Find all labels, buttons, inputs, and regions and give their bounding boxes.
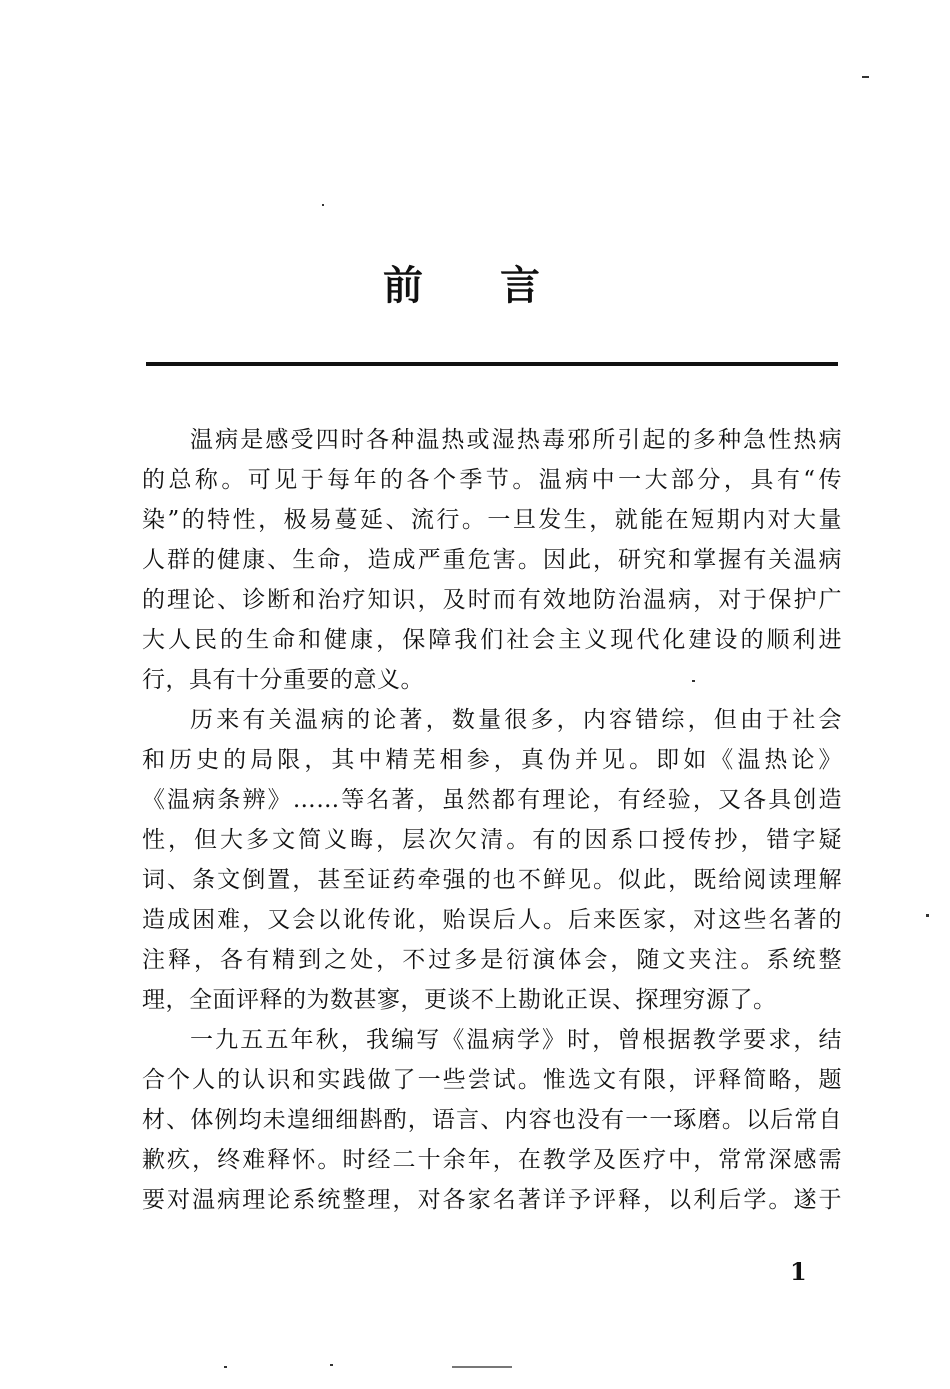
scan-speck — [862, 76, 869, 78]
text-line: 注释，各有精到之处，不过多是衍演体会，随文夹注。系统整 — [142, 947, 842, 973]
scan-speck — [452, 1366, 512, 1368]
text-line: 材、体例均未遑细细斟酌，语言、内容也没有一一琢磨。以后常自 — [142, 1107, 842, 1133]
page-title — [0, 258, 950, 314]
text-line: 的理论、诊断和治疗知识，及时而有效地防治温病，对于保护广 — [142, 587, 842, 613]
text-line: 人群的健康、生命，造成严重危害。因此，研究和掌握有关温病 — [142, 547, 842, 573]
text-line: 造成困难，又会以讹传讹，贻误后人。后来医家，对这些名著的 — [142, 907, 842, 933]
scan-speck — [322, 204, 324, 206]
scan-speck — [224, 1366, 227, 1368]
text-line: 和历史的局限，其中精芜相参，真伪并见。即如《温热论》 — [142, 747, 842, 773]
title-char-1: 前 — [383, 262, 425, 309]
text-line: 理，全面评释的为数甚寥，更谈不上勘讹正误、探理穷源了。 — [142, 987, 777, 1013]
body-text — [142, 420, 842, 1220]
text-line: 的总称。可见于每年的各个季节。温病中一大部分，具有“传 — [142, 467, 842, 493]
title-char-2: 言 — [500, 262, 542, 309]
scan-speck — [330, 1364, 333, 1366]
text-line: 合个人的认识和实践做了一些尝试。惟选文有限，评释简略，题 — [142, 1067, 842, 1093]
text-line: 染”的特性，极易蔓延、流行。一旦发生，就能在短期内对大量 — [142, 507, 842, 533]
page-number: 1 — [790, 1257, 807, 1286]
text-line: 词、条文倒置，甚至证药牵强的也不鲜见。似此，既给阅读理解 — [142, 867, 842, 893]
text-line: 歉疚，终难释怀。时经二十余年，在教学及医疗中，常常深感需 — [142, 1147, 842, 1173]
scan-speck — [692, 680, 695, 682]
text-line: 性，但大多文简义晦，层次欠清。有的因系口授传抄，错字疑 — [142, 827, 842, 853]
title-rule — [146, 362, 838, 366]
text-line: 大人民的生命和健康，保障我们社会主义现代化建设的顺利进 — [142, 627, 842, 653]
text-line: 温病是感受四时各种温热或湿热毒邪所引起的多种急性热病 — [190, 427, 842, 453]
text-line: 要对温病理论系统整理，对各家名著详予评释，以利后学。遂于 — [142, 1187, 842, 1213]
text-line: 行，具有十分重要的意义。 — [142, 667, 424, 693]
text-line: 《温病条辨》……等名著，虽然都有理论，有经验，又各具创造 — [142, 787, 842, 813]
text-line: 历来有关温病的论著，数量很多，内容错综，但由于社会 — [190, 707, 842, 733]
text-line: 一九五五年秋，我编写《温病学》时，曾根据教学要求，结 — [190, 1027, 842, 1053]
scan-speck — [926, 914, 929, 917]
